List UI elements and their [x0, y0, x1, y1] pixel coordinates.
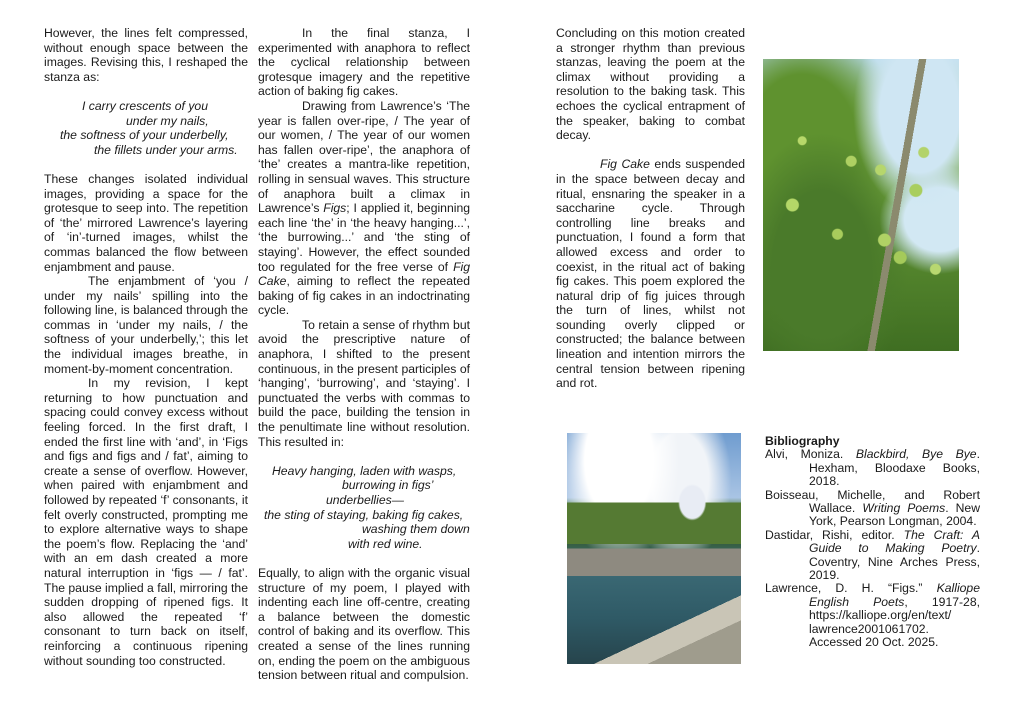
title-italic: Fig Cake [600, 157, 650, 172]
text-run: ends suspended in the space between decay and ritual, ensnaring the speaker in a saccharine cycle. Through controlling line breaks and punctuation, I found a form that allowed excess and order to coexist, in the ritual act of baking fig cakes. This poem explored the natural drip of fig juices through the turn of lines, whilst not sounding overly clipped or constructed; the balance between lineation and intention mirrors the central tension between ripening and rot. [556, 157, 745, 391]
paragraph: Equally, to align with the organic visual structure of my poem, I played with indenting each line off-centre, creating a balance between the domestic control of baking and its overflow. This created a sense of the lines running on, ending the poem on the ambiguous tension between ritual and compulsion. [258, 565, 470, 683]
paragraph [258, 99, 470, 318]
bibliography-heading: Bibliography [765, 434, 840, 448]
poem-line: burrowing in figs’ [342, 478, 434, 493]
paragraph [556, 157, 745, 391]
poem-line: the sting of staying, baking fig cakes, [264, 507, 464, 522]
poem-line: the softness of your underbelly, [60, 128, 229, 143]
poem-line: with red wine. [348, 536, 423, 551]
bibliography-entry [765, 448, 980, 488]
paragraph: Concluding on this motion created a stronger rhythm than previous stanzas, leaving the poem at the climax without providing a resolution to the baking task. This echoes the cyclical entrapment of the speaker, baking to combat decay. [556, 26, 745, 143]
apple-tree-photo [763, 59, 959, 351]
poem-line: washing them down [362, 522, 470, 537]
text-run: , aiming to reflect the repeated baking of fig cakes in an indoctrinating cycle. [258, 274, 470, 318]
bibliography-entry [765, 489, 980, 529]
entry-title: The Craft: A Guide to Making Poetry [809, 527, 980, 556]
paragraph: In my revision, I kept returning to how punctuation and spacing could convey excess without feeling forced. In the first draft, I ended the first line with ‘and’, in ‘Figs and figs and figs and / fat’, aiming to create a sense of overflow. However, when paired with enjambment and followed by repeated ‘f’ consonants, it felt overly constructed, prompting me to explore alternative ways to shape the poem’s flow. Replacing the ‘and’ with an em dash created a more natural interruption in ‘figs — / fat’. The pause implied a fall, mirroring the sudden dropping of ripened figs. It also allowed the repeated ‘f’ consonant to turn back on itself, reinforcing a continuous ripening without sounding too constructed. [44, 376, 248, 668]
poem-excerpt-2 [258, 464, 470, 552]
entry-author: Boisseau, Michelle, and Robert Wallace. [765, 487, 980, 516]
poem-line: I carry crescents of you [82, 98, 208, 113]
text-run: ; I applied it, beginning each line ‘the’ in ‘the heavy hanging...’, ‘the burrowing...’ and ‘the sting of staying’. However, the effect sounded too regulated for the free verse of [258, 201, 470, 274]
poem-excerpt-1 [44, 99, 248, 157]
essay-column-3 [556, 26, 745, 391]
entry-publication: . New York, Pearson Longman, 2004. [809, 501, 980, 529]
paragraph: To retain a sense of rhythm but avoid the prescriptive nature of anaphora, I shifted to the present continuous, in the present participles of ‘hanging’, ‘burrowing’, and ‘staying’. I punctuated the verbs with commas to build the pace, building the tension in the penultimate line without resolution. This resulted in: [258, 317, 470, 449]
title-italic: Fig Cake [258, 259, 470, 289]
entry-publication: , 1917-28, https://kalliope.org/en/text/ lawrence2001061702. Accessed 20 Oct. 2025. [809, 594, 981, 650]
paragraph: In the final stanza, I experimented with anaphora to reflect the cyclical relationship between grotesque imagery and the repetitive action of baking fig cakes. [258, 26, 470, 99]
poem-line: underbellies— [326, 493, 404, 507]
entry-title: Blackbird, Bye Bye [855, 447, 977, 462]
coastal-cove-photo [567, 433, 741, 664]
poem-line: Heavy hanging, laden with wasps, [272, 463, 457, 478]
entry-publication: . Hexham, Bloodaxe Books, 2018. [809, 447, 980, 489]
entry-title: Writing Poems [862, 501, 946, 516]
paragraph: However, the lines felt compressed, without enough space between the images. Revising this, I reshaped the stanza as: [44, 26, 248, 84]
paragraph: The enjambment of ‘you / under my nails’ spilling into the following line, is balanced through the commas in ‘under my nails, / the softness of your underbelly,’; this let the individual images breathe, in moment-by-moment concentration. [44, 274, 248, 376]
entry-author: Lawrence, D. H. “Figs.” [765, 581, 937, 596]
bibliography-entry [765, 582, 980, 649]
bibliography [765, 435, 980, 650]
bibliography-entry [765, 529, 980, 583]
poem-line: the fillets under your arms. [94, 142, 238, 157]
text-run: Drawing from Lawrence’s ‘The year is fallen over-ripe, / The year of our women, / The year of our women has fallen over-ripe’, the anaphora of ‘the’ creates a mantra-like repetition, rolling in sensual waves. This structure of anaphora built a climax in Lawrence’s [258, 98, 470, 216]
essay-column-1 [44, 26, 248, 668]
entry-publication: . Coventry, Nine Arches Press, 2019. [809, 541, 980, 583]
poem-line: under my nails, [126, 113, 209, 128]
title-italic: Figs [323, 201, 347, 216]
entry-author: Dastidar, Rishi, editor. [765, 527, 904, 542]
paragraph: These changes isolated individual images, providing a space for the grotesque to seep into. The repetition of ‘the’ mirrored Lawrence’s layering of ‘in’-turned images, whilst the commas balanced the flow between enjambment and pause. [44, 171, 248, 274]
essay-column-2 [258, 26, 470, 683]
entry-author: Alvi, Moniza. [765, 447, 856, 462]
entry-title: Kalliope English Poets [809, 581, 980, 609]
